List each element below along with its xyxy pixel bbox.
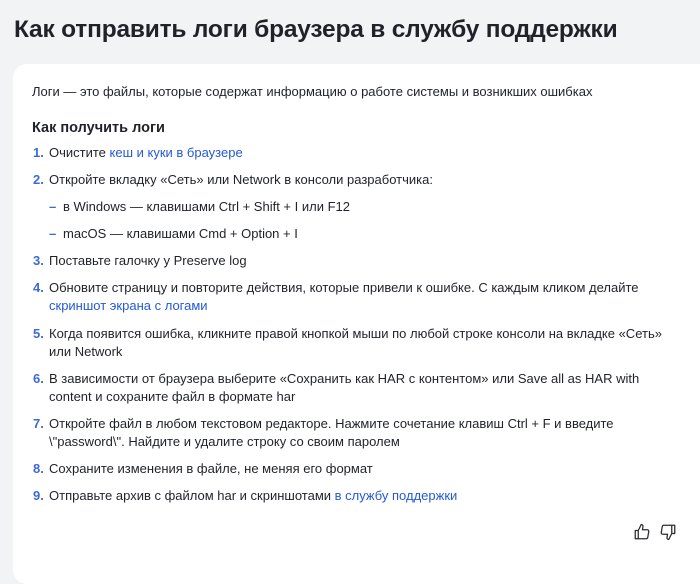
step-1 <box>33 144 663 162</box>
step-text: Сохраните изменения в файле, не меняя его формат <box>49 461 373 476</box>
step-text: Откройте вкладку «Сеть» или Network в консоли разработчика: <box>49 172 433 187</box>
section-title: Как получить логи <box>32 120 165 136</box>
like-button[interactable] <box>633 523 651 541</box>
step-number: 4. <box>33 280 44 295</box>
dislike-button[interactable] <box>659 523 677 541</box>
step-8 <box>33 460 663 478</box>
step-5 <box>33 325 663 361</box>
step-2 <box>33 171 663 189</box>
step-number: 6. <box>33 371 44 386</box>
substep-dash: – <box>49 199 57 214</box>
step-text: В зависимости от браузера выберите «Сохранить как HAR с контентом» или Save all as HAR with content и сохраните файл в формате har <box>49 371 640 404</box>
step-6 <box>33 370 663 406</box>
step-number: 8. <box>33 461 44 476</box>
step-3 <box>33 252 663 270</box>
step-number: 3. <box>33 253 44 268</box>
step-text: Отправьте архив с файлом har и скриншотами <box>49 488 335 503</box>
cache-cookies-link[interactable]: кеш и куки в браузере <box>109 145 243 160</box>
step-number: 2. <box>33 172 44 187</box>
step-text: Когда появится ошибка, кликните правой кнопкой мыши по любой строке консоли на вкладке «Сеть» или Network <box>49 326 662 359</box>
step-number: 1. <box>33 145 44 160</box>
support-link[interactable]: в службу поддержки <box>334 488 458 503</box>
substep-text: macOS — клавишами Cmd + Option + I <box>63 226 298 241</box>
step-7 <box>33 415 663 451</box>
step-4 <box>33 279 663 315</box>
substep-dash: – <box>49 226 57 241</box>
step-number: 7. <box>33 416 44 431</box>
thumbs-down-icon <box>659 523 677 541</box>
step-number: 5. <box>33 326 44 341</box>
step-number: 9. <box>33 488 44 503</box>
substep-macos <box>49 225 649 243</box>
screenshot-logs-link[interactable]: скриншот экрана с логами <box>49 298 208 313</box>
step-text: Очистите <box>49 145 110 160</box>
step-text: Поставьте галочку у Preserve log <box>49 253 247 268</box>
substep-text: в Windows — клавишами Ctrl + Shift + I или F12 <box>63 199 350 214</box>
step-9 <box>33 487 663 505</box>
step-text: Откройте файл в любом текстовом редакторе. Нажмите сочетание клавиш Ctrl + F и введите \"password\". Найдите и удалите строку со своим паролем <box>49 416 614 449</box>
step-text: Обновите страницу и повторите действия, которые привели к ошибке. С каждым кликом делайте <box>49 280 639 295</box>
page-title: Как отправить логи браузера в службу поддержки <box>14 16 618 43</box>
intro-text: Логи — это файлы, которые содержат информацию о работе системы и возникших ошибках <box>32 84 593 99</box>
thumbs-up-icon <box>633 523 651 541</box>
substep-windows <box>49 198 649 216</box>
article-card <box>13 64 700 584</box>
